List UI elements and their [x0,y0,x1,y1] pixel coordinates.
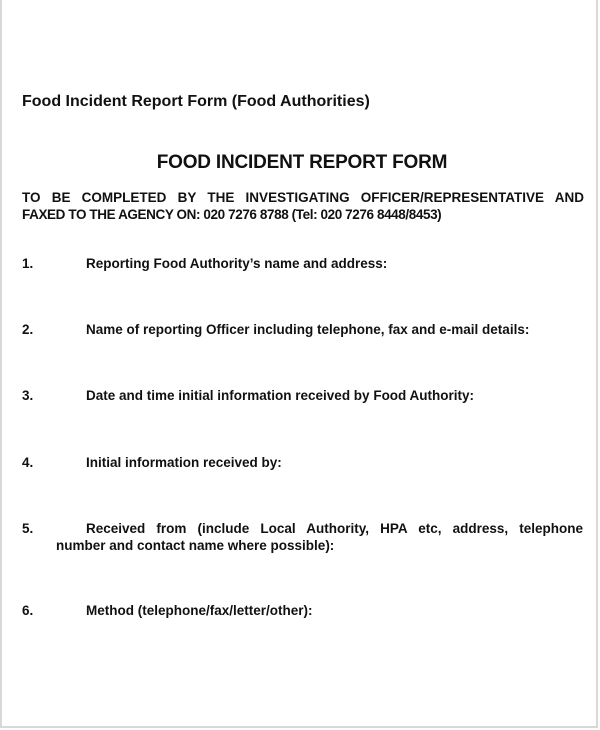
item-number-1: 1. [22,256,34,271]
item-number-4: 4. [22,455,34,470]
item-label-5: Received from (include Local Authority, HPA etc, address, telephone [86,521,583,536]
instruction-line-2: FAXED TO THE AGENCY ON: 020 7276 8788 (Tel: 020 7276 8448/8453) [22,207,442,222]
item-number-3: 3. [22,388,34,403]
instruction-line-1: TO BE COMPLETED BY THE INVESTIGATING OFFICER/REPRESENTATIVE AND [22,190,584,205]
item-label-3: Date and time initial information received by Food Authority: [86,388,475,403]
item-number-6: 6. [22,603,34,618]
item-label-1: Reporting Food Authority’s name and address: [86,256,388,271]
item-label-2: Name of reporting Officer including telephone, fax and e-mail details: [86,322,530,337]
item-number-2: 2. [22,322,34,337]
item-label-4: Initial information received by: [86,455,282,470]
item-number-5: 5. [22,521,34,536]
item-label-5-continued: number and contact name where possible): [56,538,335,553]
item-label-6: Method (telephone/fax/letter/other): [86,603,313,618]
form-title: FOOD INCIDENT REPORT FORM [156,152,448,173]
document-title: Food Incident Report Form (Food Authorities) [22,93,370,110]
